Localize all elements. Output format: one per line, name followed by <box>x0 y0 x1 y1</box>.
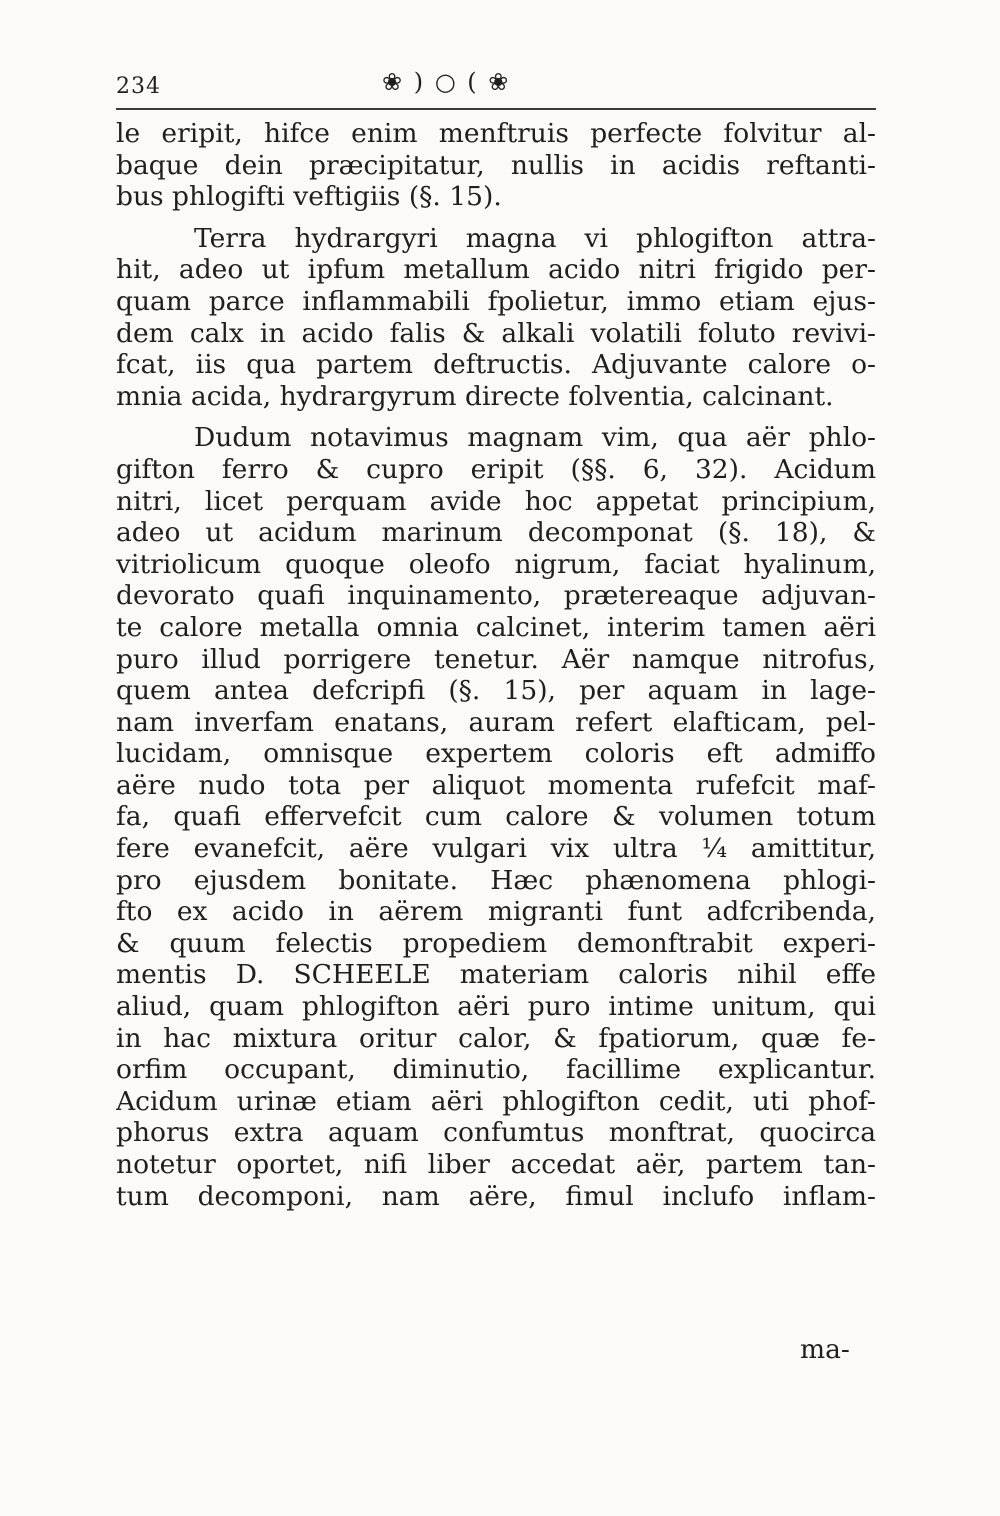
text-line: phorus extra aquam confumtus monftrat, quocirca <box>116 1117 876 1149</box>
text-line: devorato quafi inquinamento, prætereaque adjuvan- <box>116 580 876 612</box>
text-line: notetur oportet, nifi liber accedat aër, partem tan- <box>116 1149 876 1180</box>
text-line: fa, quafi effervefcit cum calore & volumen totum <box>116 801 876 833</box>
body-text <box>116 118 876 1212</box>
text-line: pro ejusdem bonitate. Hæc phænomena phlogi- <box>116 864 876 896</box>
text-line: baque dein præcipitatur, nullis in acidis reftanti- <box>116 149 876 181</box>
text-line: adeo ut acidum marinum decomponat (§. 18), & <box>116 517 876 549</box>
text-line: nam inverfam enatans, auram refert elafticam, pel- <box>116 706 876 738</box>
text-line: fcat, iis qua partem deftructis. Adjuvante calore o- <box>116 349 876 381</box>
text-line: quam parce inflammabili fpolietur, immo etiam ejus- <box>116 285 876 317</box>
text-line: gifton ferro & cupro eripit (§§. 6, 32). Acidum <box>116 453 876 485</box>
text-line: & quum felectis propediem demonftrabit experi- <box>116 927 876 959</box>
text-line: mnia acida, hydrargyrum directe folventia, calcinant. <box>116 380 834 412</box>
text-line: aliud, quam phlogifton aëri puro intime unitum, qui <box>116 991 876 1023</box>
text-line: bus phlogifti veftigiis (§. 15). <box>116 181 502 213</box>
paragraph-3 <box>116 422 876 1212</box>
header-ornament: ❀ ) ○ ( ❀ <box>382 68 511 96</box>
text-line: in hac mixtura oritur calor, & fpatiorum, quæ fe- <box>116 1022 876 1054</box>
text-line: tum decomponi, nam aëre, fimul inclufo inflam- <box>116 1180 876 1212</box>
text-line: dem calx in acido falis & alkali volatili foluto revivi- <box>116 317 876 349</box>
paragraph-1 <box>116 118 876 213</box>
text-line: vitriolicum quoque oleofo nigrum, faciat hyalinum, <box>116 548 876 580</box>
page-number: 234 <box>116 74 161 99</box>
text-line: quem antea defcripfi (§. 15), per aquam in lage- <box>116 675 876 707</box>
text-line: Acidum urinæ etiam aëri phlogifton cedit, uti phof- <box>116 1085 876 1117</box>
paragraph-2 <box>116 223 876 413</box>
header-rule <box>116 108 876 110</box>
text-line: aëre nudo tota per aliquot momenta rufefcit maf- <box>116 769 876 801</box>
text-line: te calore metalla omnia calcinet, interim tamen aëri <box>116 611 876 643</box>
text-line: Dudum notavimus magnam vim, qua aër phlo- <box>194 422 876 454</box>
text-line: nitri, licet perquam avide hoc appetat principium, <box>116 485 876 517</box>
text-line: fto ex acido in aërem migranti funt adfcribenda, <box>116 896 876 928</box>
text-line: puro illud porrigere tenetur. Aër namque nitrofus, <box>116 643 876 675</box>
text-line: mentis D. SCHEELE materiam caloris nihil effe <box>116 959 876 991</box>
text-line: orfim occupant, diminutio, facillime explicantur. <box>116 1054 876 1086</box>
catchword: ma- <box>800 1334 850 1365</box>
text-line: fere evanefcit, aëre vulgari vix ultra ¼ amittitur, <box>116 833 876 865</box>
text-line: hit, adeo ut ipfum metallum acido nitri frigido per- <box>116 254 876 286</box>
text-line: le eripit, hifce enim menftruis perfecte folvitur al- <box>116 118 876 149</box>
running-header <box>116 68 876 108</box>
text-line: lucidam, omnisque expertem coloris eft admiffo <box>116 738 876 770</box>
text-line: Terra hydrargyri magna vi phlogifton attra- <box>194 222 876 254</box>
